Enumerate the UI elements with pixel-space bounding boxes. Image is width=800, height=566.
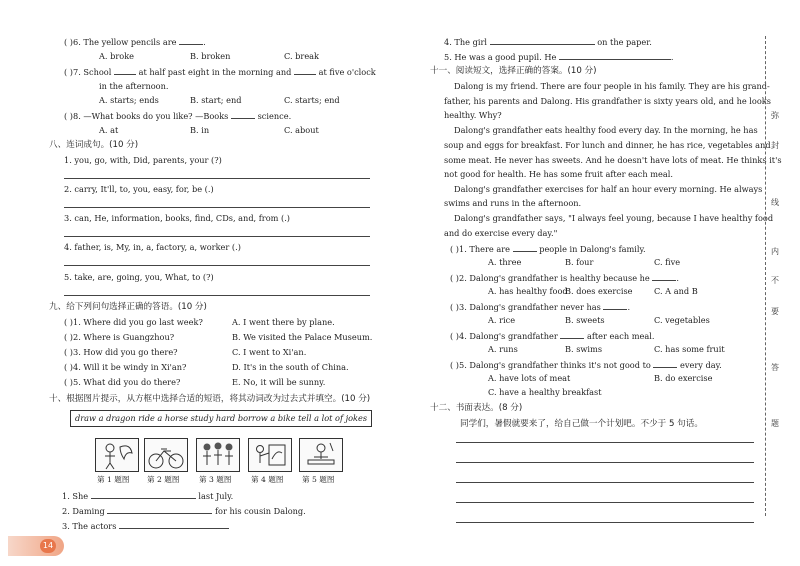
q7-stem: ( )7. School at half past eight in the morning and at five o'clock — [64, 67, 376, 77]
sec8-item-2: 2. carry, It'll, to, you, easy, for, be (.) — [64, 184, 214, 194]
reading-q2-blank[interactable] — [652, 272, 676, 281]
picture-3-actors — [196, 438, 240, 472]
reading-q2-option-c[interactable]: C. A and B — [654, 286, 698, 296]
sec9-answer-a: A. I went there by plane. — [232, 317, 335, 327]
sec8-item-1: 1. you, go, with, Did, parents, your (?) — [64, 155, 222, 165]
binding-dashed-line — [765, 36, 766, 516]
reading-q3-option-c[interactable]: C. vegetables — [654, 315, 710, 325]
q8-option-c[interactable]: C. about — [284, 125, 319, 135]
reading-q1-blank[interactable] — [513, 243, 537, 252]
sec10-blank-3[interactable] — [119, 520, 229, 529]
sec10-blank-2[interactable] — [107, 505, 212, 514]
sec9-answer-e: E. No, it will be sunny. — [232, 377, 326, 387]
sec8-item-4: 4. father, is, My, in, a, factory, a, worker (.) — [64, 242, 241, 252]
q7-option-c[interactable]: C. starts; end — [284, 95, 340, 105]
reading-q1-option-b[interactable]: B. four — [565, 257, 594, 267]
passage-line-10: Dalong's grandfather says, "I always feel young, because I have healthy food — [454, 213, 774, 223]
q8-option-a[interactable]: A. at — [99, 125, 119, 135]
passage-line-1: Dalong is my friend. There are four people in his family. They are his grand- — [454, 81, 770, 91]
caption-1: 第 1 题图 — [97, 475, 130, 484]
sec9-answer-c: C. I went to Xi'an. — [232, 347, 307, 357]
passage-line-5: soup and eggs for breakfast. For lunch and dinner, he has rice, vegetables and — [444, 140, 771, 150]
q6-option-a[interactable]: A. broke — [99, 51, 135, 61]
reading-q3-option-a[interactable]: A. rice — [488, 315, 516, 325]
sec8-answer-line-2[interactable] — [64, 207, 370, 208]
reading-q3-stem: ( )3. Dalong's grandfather never has . — [450, 302, 631, 312]
reading-q4-stem: ( )4. Dalong's grandfather after each meal. — [450, 331, 655, 341]
margin-char-4: 内 — [771, 247, 779, 256]
writing-line-5[interactable] — [456, 522, 754, 523]
margin-char-6: 要 — [771, 307, 779, 316]
q7-stem-cont: in the afternoon. — [99, 81, 169, 91]
sec10-sentence-1: 1. She last July. — [62, 491, 234, 501]
section-8-title: 八、连词成句。(10 分) — [49, 140, 139, 150]
sec8-item-5: 5. take, are, going, you, What, to (?) — [64, 272, 214, 282]
writing-line-4[interactable] — [456, 502, 754, 503]
q8-blank[interactable] — [231, 110, 255, 119]
sec9-question-4: ( )4. Will it be windy in Xi'an? — [64, 362, 187, 372]
caption-3: 第 3 题图 — [199, 475, 232, 484]
reading-q2-stem: ( )2. Dalong's grandfather is healthy because he . — [450, 273, 680, 283]
passage-line-8: Dalong's grandfather exercises for half an hour every morning. He always — [454, 184, 763, 194]
reading-q5-option-a[interactable]: A. have lots of meat — [488, 373, 571, 383]
passage-line-4: Dalong's grandfather eats healthy food every day. In the morning, he has — [454, 125, 758, 135]
q7-option-b[interactable]: B. start; end — [190, 95, 242, 105]
section-11-title: 十一、阅读短文，选择正确的答案。(10 分) — [430, 66, 597, 76]
caption-2: 第 2 题图 — [147, 475, 180, 484]
reading-q5-stem: ( )5. Dalong's grandfather thinks it's not good to every day. — [450, 360, 722, 370]
page-number: 14 — [40, 539, 56, 553]
sec10-blank-1[interactable] — [91, 490, 196, 499]
passage-line-9: swims and runs in the afternoon. — [444, 198, 582, 208]
margin-char-3: 线 — [771, 198, 779, 207]
reading-q5-option-c[interactable]: C. have a healthy breakfast — [488, 387, 602, 397]
reading-q1-option-c[interactable]: C. five — [654, 257, 681, 267]
reading-q2-option-a[interactable]: A. has healthy food — [488, 286, 568, 296]
sec10-sentence-3: 3. The actors — [62, 520, 229, 532]
q6-blank[interactable] — [179, 36, 203, 45]
writing-prompt: 同学们，暑假就要来了，给自己做一个计划吧。不少于 5 句话。 — [460, 419, 703, 429]
picture-4-drawing — [248, 438, 292, 472]
sec9-question-3: ( )3. How did you go there? — [64, 347, 178, 357]
q6-option-c[interactable]: C. break — [284, 51, 320, 61]
margin-char-7: 答 — [771, 363, 779, 372]
sec9-question-5: ( )5. What did you do there? — [64, 377, 181, 387]
sec9-answer-b: B. We visited the Palace Museum. — [232, 332, 373, 342]
section-9-title: 九、给下列问句选择正确的答语。(10 分) — [49, 302, 207, 312]
writing-line-2[interactable] — [456, 462, 754, 463]
q7-blank-1[interactable] — [114, 66, 136, 75]
reading-q5-option-b[interactable]: B. do exercise — [654, 373, 713, 383]
sec10-sentence-4: 4. The girl on the paper. — [444, 37, 652, 47]
sec10-sentence-2: 2. Daming for his cousin Dalong. — [62, 506, 306, 516]
margin-char-5: 不 — [771, 276, 779, 285]
reading-q2-option-b[interactable]: B. does exercise — [565, 286, 633, 296]
reading-q4-option-a[interactable]: A. runs — [488, 344, 518, 354]
sec8-item-3: 3. can, He, information, books, find, CDs, and, from (.) — [64, 213, 290, 223]
reading-q3-blank[interactable] — [603, 301, 627, 310]
q6-option-b[interactable]: B. broken — [190, 51, 231, 61]
margin-char-2: 封 — [771, 141, 779, 150]
q8-option-b[interactable]: B. in — [190, 125, 210, 135]
section-10-title: 十、根据图片提示，从方框中选择合适的短语，将其动词改为过去式并填空。(10 分) — [49, 394, 371, 404]
passage-line-6: some meat. He never has sweets. And he doesn't have lots of meat. He thinks it's — [444, 155, 782, 165]
reading-q4-option-b[interactable]: B. swims — [565, 344, 603, 354]
passage-line-3: healthy. Why? — [444, 110, 502, 120]
sec10-sentence-5: 5. He was a good pupil. He . — [444, 52, 674, 62]
picture-1-dragon — [95, 438, 139, 472]
caption-4: 第 4 题图 — [251, 475, 284, 484]
caption-5: 第 5 题图 — [302, 475, 335, 484]
section-12-title: 十二、书面表达。(8 分) — [430, 403, 523, 413]
q7-option-a[interactable]: A. starts; ends — [99, 95, 159, 105]
writing-line-1[interactable] — [456, 442, 754, 443]
passage-line-7: not good for health. He has some fruit after each meal. — [444, 169, 673, 179]
q7-blank-2[interactable] — [294, 66, 316, 75]
reading-q4-blank[interactable] — [560, 330, 584, 339]
sec9-question-2: ( )2. Where is Guangzhou? — [64, 332, 175, 342]
margin-char-8: 题 — [771, 419, 779, 428]
reading-q5-blank[interactable] — [653, 359, 677, 368]
sec9-answer-d: D. It's in the south of China. — [232, 362, 349, 372]
writing-line-3[interactable] — [456, 482, 754, 483]
picture-5-study — [299, 438, 343, 472]
passage-line-2: father, his parents and Dalong. His grandfather is sixty years old, and he looks — [444, 96, 771, 106]
sec10-blank-4[interactable] — [490, 36, 595, 45]
passage-line-11: and do exercise every day." — [444, 228, 558, 238]
sec9-question-1: ( )1. Where did you go last week? — [64, 317, 203, 327]
phrase-box: draw a dragon ride a horse study hard borrow a bike tell a lot of jokes — [70, 410, 372, 427]
q8-stem: ( )8. —What books do you like? —Books science. — [64, 111, 292, 121]
sec10-blank-5[interactable] — [559, 51, 671, 60]
margin-char-1: 弥 — [771, 111, 779, 120]
reading-q1-stem: ( )1. There are people in Dalong's family. — [450, 244, 646, 254]
reading-q4-option-c[interactable]: C. has some fruit — [654, 344, 725, 354]
sec8-answer-line-1[interactable] — [64, 178, 370, 179]
reading-q1-option-a[interactable]: A. three — [488, 257, 522, 267]
reading-q3-option-b[interactable]: B. sweets — [565, 315, 605, 325]
sec8-answer-line-5[interactable] — [64, 295, 370, 296]
picture-2-bike — [144, 438, 188, 472]
sec8-answer-line-3[interactable] — [64, 236, 370, 237]
sec8-answer-line-4[interactable] — [64, 265, 370, 266]
q6-stem: ( )6. The yellow pencils are . — [64, 37, 206, 47]
